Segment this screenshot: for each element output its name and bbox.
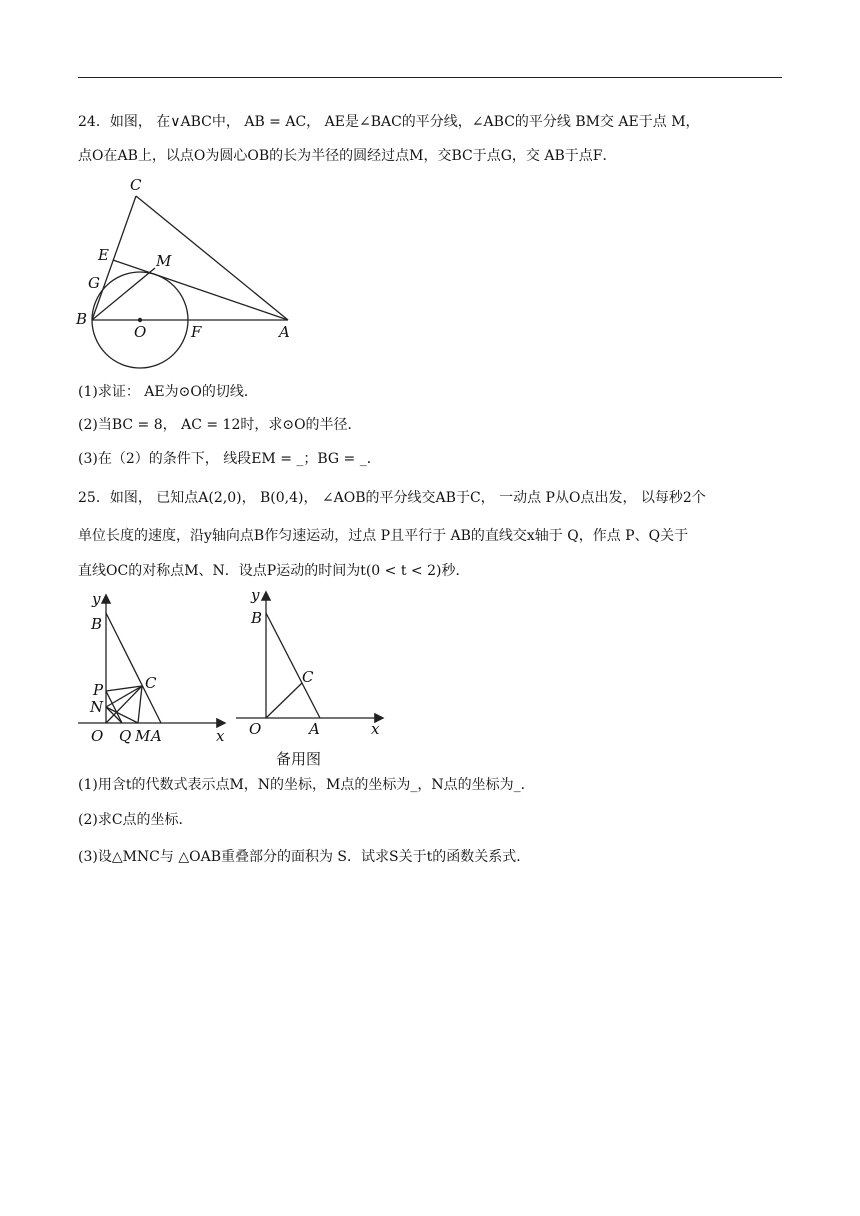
center-point-o bbox=[138, 318, 142, 322]
segment-ab bbox=[266, 613, 320, 718]
label-f: F bbox=[191, 323, 202, 341]
segment-ae bbox=[113, 260, 288, 320]
segment-mc bbox=[138, 686, 142, 723]
label-a: A bbox=[151, 727, 162, 745]
label-c: C bbox=[145, 674, 157, 692]
label-b: B bbox=[251, 609, 263, 627]
label-o: O bbox=[249, 720, 262, 738]
label-x: x bbox=[371, 720, 380, 738]
label-o: O bbox=[134, 323, 147, 341]
segment-nm bbox=[106, 707, 138, 723]
label-m: M bbox=[135, 727, 151, 745]
label-n: N bbox=[90, 698, 104, 716]
label-b: B bbox=[91, 615, 103, 633]
label-y: y bbox=[92, 590, 101, 608]
label-m: M bbox=[156, 252, 172, 270]
q25-figure-spare bbox=[236, 585, 396, 770]
header-rule bbox=[78, 77, 782, 78]
q25-line-2: 单位长度的速度，沿y轴向点B作匀速运动，过点 P且平行于 AB的直线交x轴于 Q，作点 P、Q关于 bbox=[78, 528, 689, 544]
label-a: A bbox=[279, 323, 290, 341]
q24-line-1: 24．如图， 在∨ABC中， AB = AC， AE是∠BAC的平分线，∠ABC的平分线 BM交 AE于点 M， bbox=[78, 114, 700, 130]
q25-line-1: 25．如图， 已知点A(2,0)， B(0,4)， ∠AOB的平分线交AB于C， 一动点 P从O点出发， 以每秒2个 bbox=[78, 490, 706, 506]
segment-pq bbox=[106, 691, 122, 723]
q24-sub-3: (3)在（2）的条件下， 线段EM = _；BG = _． bbox=[78, 451, 381, 467]
label-e: E bbox=[98, 246, 109, 264]
q25-figure-main bbox=[78, 588, 238, 748]
q25-line-3: 直线OC的对称点M、N．设点P运动的时间为t(0 < t < 2)秒． bbox=[78, 563, 470, 579]
q24-sub-2: (2)当BC = 8， AC = 12时，求⊙O的半径． bbox=[78, 417, 362, 433]
label-p: P bbox=[93, 681, 104, 699]
label-b: B bbox=[76, 310, 88, 328]
label-y: y bbox=[251, 586, 260, 604]
label-x: x bbox=[216, 727, 225, 745]
label-a: A bbox=[309, 720, 320, 738]
segment-oc bbox=[266, 683, 302, 718]
q24-sub-1: (1)求证： AE为⊙O的切线． bbox=[78, 384, 258, 400]
label-q: Q bbox=[119, 727, 132, 745]
label-g: G bbox=[88, 274, 100, 292]
q25-sub-1: (1)用含t的代数式表示点M，N的坐标，M点的坐标为_，N点的坐标为_． bbox=[78, 777, 535, 793]
label-o: O bbox=[91, 727, 104, 745]
q25-sub-3: (3)设△MNC与 △OAB重叠部分的面积为 S．试求S关于t的函数关系式． bbox=[78, 849, 531, 865]
spare-figure-caption: 备用图 bbox=[276, 750, 322, 768]
q25-sub-2: (2)求C点的坐标． bbox=[78, 812, 193, 828]
label-c: C bbox=[302, 668, 314, 686]
label-c: C bbox=[130, 176, 142, 194]
q24-line-2: 点O在AB上，以点O为圆心OB的长为半径的圆经过点M，交BC于点G，交 AB于点F． bbox=[78, 148, 617, 164]
q24-figure bbox=[70, 175, 310, 370]
